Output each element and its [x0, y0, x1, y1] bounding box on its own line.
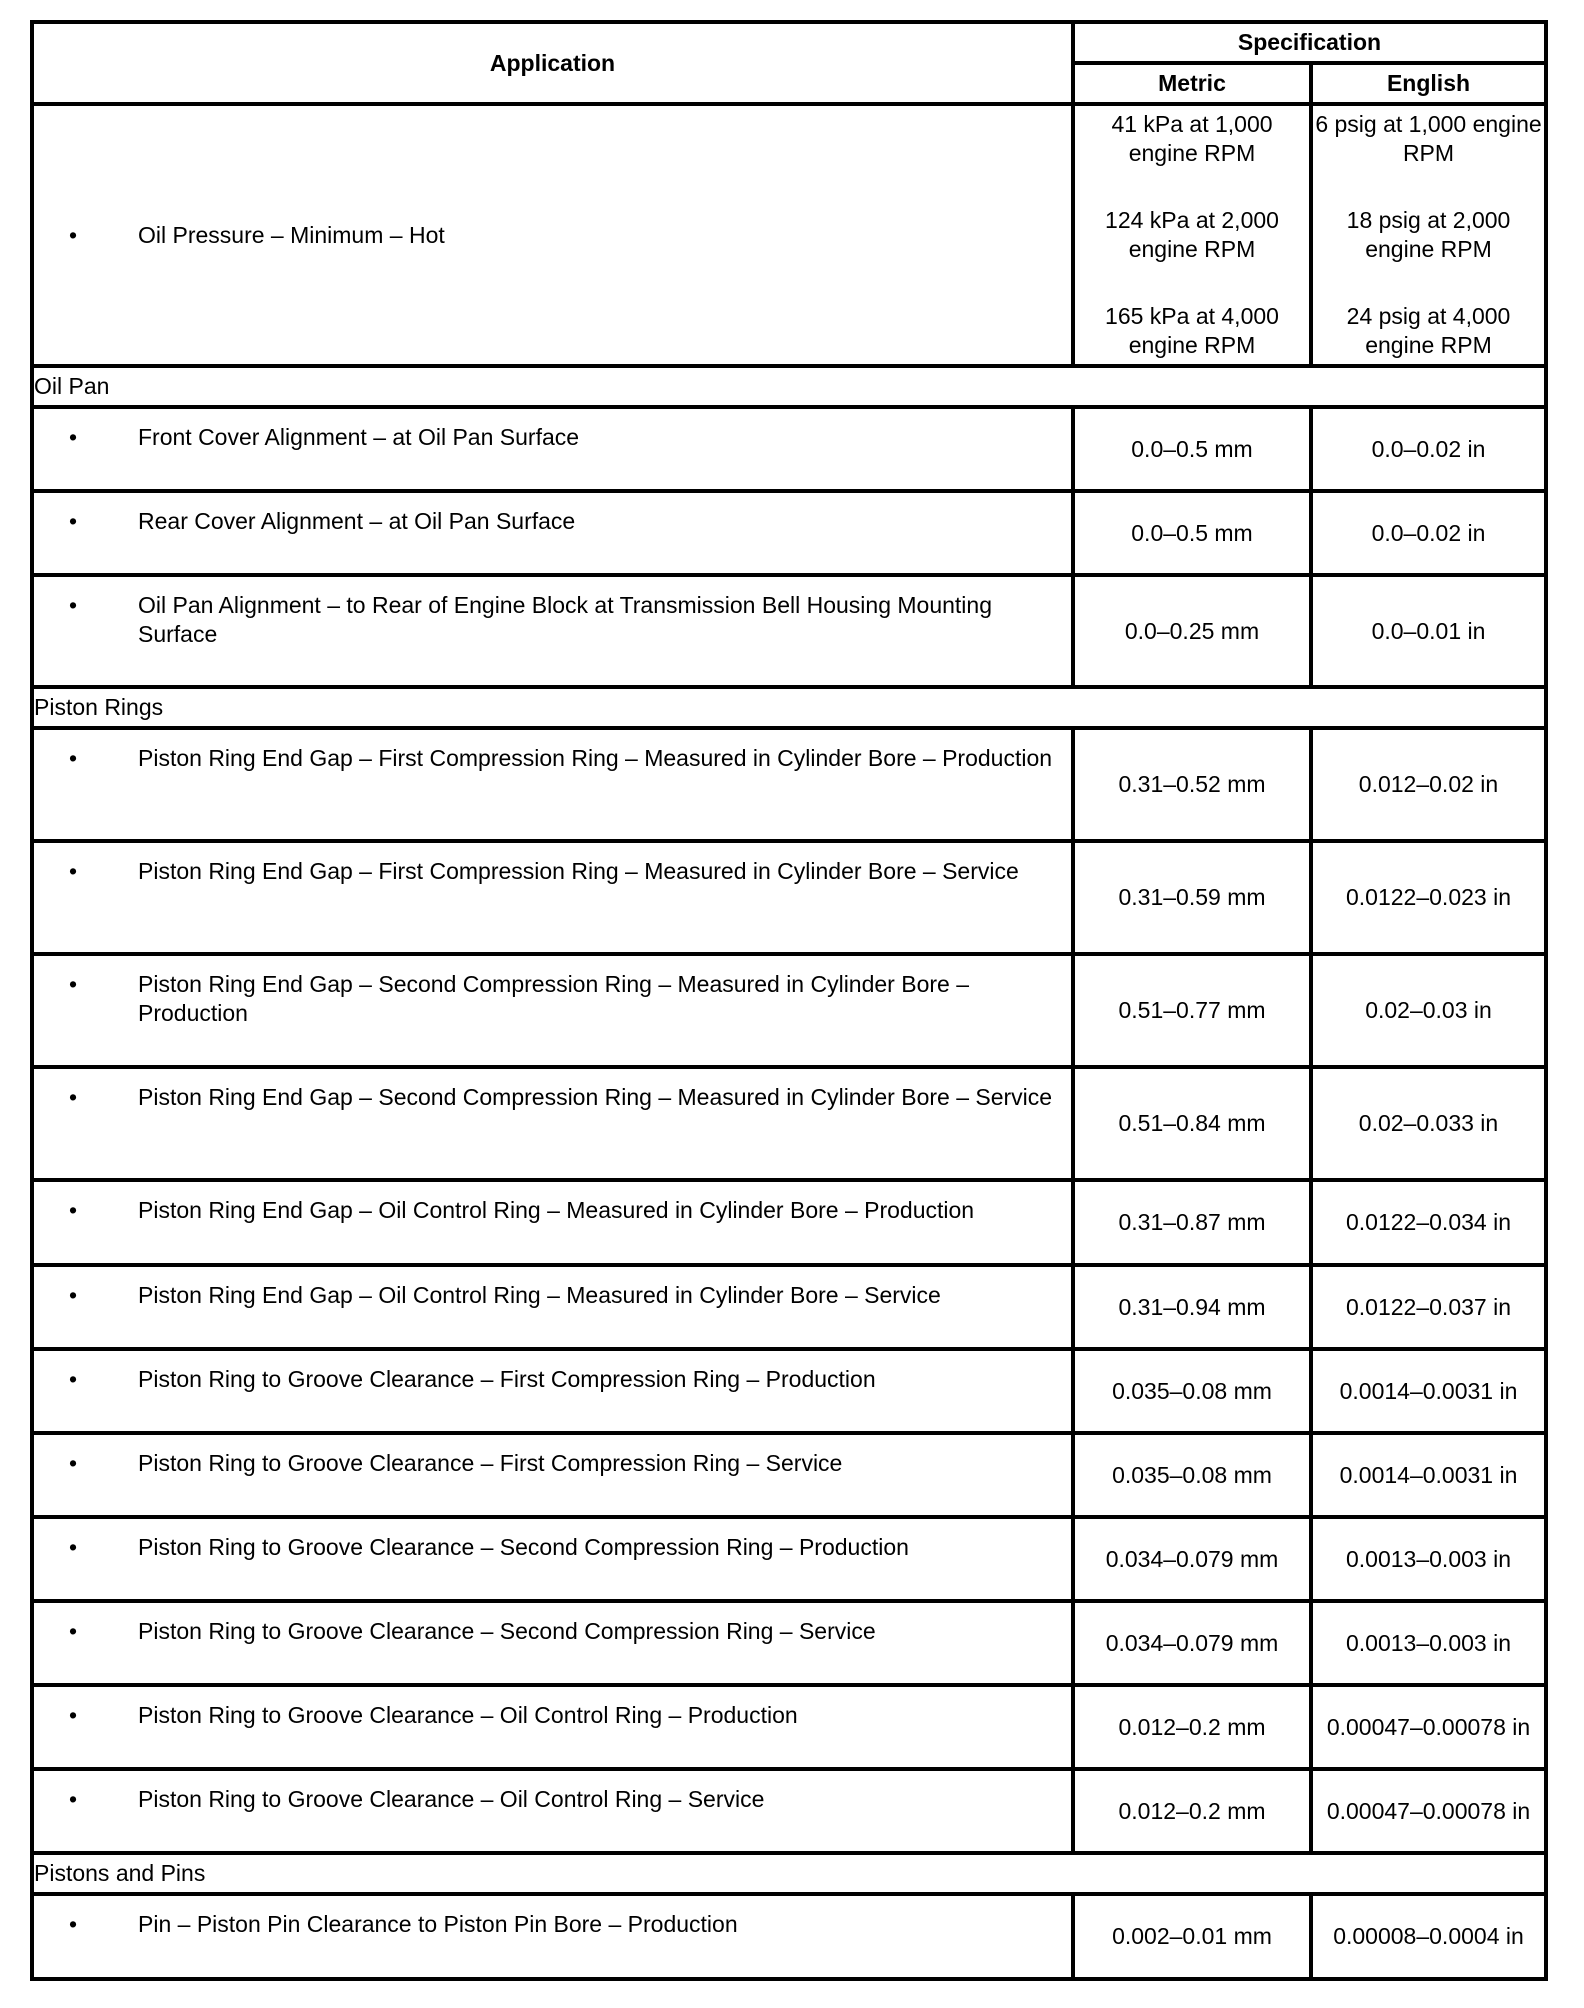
bullet: •	[68, 1786, 78, 1812]
english-value: 24 psig at 4,000 engine RPM	[1346, 303, 1511, 358]
row-label: Piston Ring End Gap – First Compression Ring – Measured in Cylinder Bore – Service	[138, 858, 1019, 884]
english-value: 0.0122–0.037 in	[1311, 1265, 1546, 1349]
english-value: 0.0–0.02 in	[1311, 491, 1546, 575]
row-label: Piston Ring to Groove Clearance – Oil Control Ring – Production	[138, 1702, 798, 1728]
application-cell	[32, 1517, 1073, 1601]
application-cell	[32, 407, 1073, 491]
application-cell	[32, 728, 1073, 841]
row-label: Piston Ring to Groove Clearance – Second Compression Ring – Service	[138, 1618, 876, 1644]
english-cell	[1311, 104, 1546, 366]
application-cell	[32, 575, 1073, 687]
english-value: 0.012–0.02 in	[1311, 728, 1546, 841]
bullet: •	[68, 1534, 78, 1560]
metric-value: 165 kPa at 4,000 engine RPM	[1105, 303, 1279, 358]
metric-value: 0.51–0.84 mm	[1073, 1067, 1311, 1180]
table-row	[32, 407, 1546, 491]
application-cell	[32, 1769, 1073, 1853]
row-label: Piston Ring to Groove Clearance – Second Compression Ring – Production	[138, 1534, 909, 1560]
table-row	[32, 1180, 1546, 1265]
bullet: •	[68, 1450, 78, 1476]
row-label: Piston Ring End Gap – Second Compression Ring – Measured in Cylinder Bore – Production	[138, 971, 969, 1026]
row-label: Piston Ring to Groove Clearance – Oil Control Ring – Service	[138, 1786, 765, 1812]
metric-value: 41 kPa at 1,000 engine RPM	[1111, 111, 1273, 166]
table-row	[32, 728, 1546, 841]
row-label: Piston Ring End Gap – Oil Control Ring – Measured in Cylinder Bore – Production	[138, 1197, 975, 1223]
table-row	[32, 1894, 1546, 1979]
english-value: 0.00047–0.00078 in	[1311, 1685, 1546, 1769]
section-row	[32, 687, 1546, 728]
metric-value: 0.034–0.079 mm	[1073, 1601, 1311, 1685]
application-cell	[32, 1349, 1073, 1433]
english-value: 0.02–0.03 in	[1311, 954, 1546, 1067]
table-row	[32, 575, 1546, 687]
metric-value: 0.012–0.2 mm	[1073, 1769, 1311, 1853]
table-row	[32, 841, 1546, 954]
header-english: English	[1311, 63, 1546, 104]
header-application: Application	[32, 22, 1073, 104]
english-value: 0.02–0.033 in	[1311, 1067, 1546, 1180]
application-cell	[32, 1685, 1073, 1769]
metric-value: 0.002–0.01 mm	[1073, 1894, 1311, 1979]
metric-cell	[1073, 104, 1311, 366]
table-row	[32, 1685, 1546, 1769]
table-row	[32, 491, 1546, 575]
section-title: Pistons and Pins	[32, 1853, 1546, 1894]
english-value: 0.0013–0.003 in	[1311, 1517, 1546, 1601]
bullet: •	[68, 1197, 78, 1223]
application-cell	[32, 1265, 1073, 1349]
bullet: •	[68, 592, 78, 618]
metric-value: 0.31–0.94 mm	[1073, 1265, 1311, 1349]
bullet: •	[68, 971, 78, 997]
application-cell	[32, 1180, 1073, 1265]
application-cell	[32, 104, 1073, 366]
metric-value: 0.012–0.2 mm	[1073, 1685, 1311, 1769]
english-value: 0.0–0.01 in	[1311, 575, 1546, 687]
bullet: •	[68, 221, 78, 248]
header-metric: Metric	[1073, 63, 1311, 104]
english-value: 0.0013–0.003 in	[1311, 1601, 1546, 1685]
application-cell	[32, 1067, 1073, 1180]
table-row	[32, 104, 1546, 366]
section-row	[32, 366, 1546, 407]
bullet: •	[68, 1702, 78, 1728]
english-value: 0.0014–0.0031 in	[1311, 1433, 1546, 1517]
bullet: •	[68, 424, 78, 450]
metric-value: 0.51–0.77 mm	[1073, 954, 1311, 1067]
section-title: Piston Rings	[32, 687, 1546, 728]
application-cell	[32, 841, 1073, 954]
row-label: Piston Ring End Gap – First Compression Ring – Measured in Cylinder Bore – Production	[138, 745, 1053, 771]
english-value: 0.00047–0.00078 in	[1311, 1769, 1546, 1853]
row-label: Piston Ring to Groove Clearance – First Compression Ring – Service	[138, 1450, 843, 1476]
metric-value: 0.035–0.08 mm	[1073, 1349, 1311, 1433]
metric-value: 0.31–0.87 mm	[1073, 1180, 1311, 1265]
table-row	[32, 1067, 1546, 1180]
metric-value: 0.0–0.5 mm	[1073, 491, 1311, 575]
application-cell	[32, 954, 1073, 1067]
row-label: Piston Ring End Gap – Oil Control Ring – Measured in Cylinder Bore – Service	[138, 1282, 941, 1308]
application-cell	[32, 1894, 1073, 1979]
row-label: Piston Ring to Groove Clearance – First Compression Ring – Production	[138, 1366, 876, 1392]
metric-value: 0.0–0.5 mm	[1073, 407, 1311, 491]
application-cell	[32, 1601, 1073, 1685]
metric-value: 0.31–0.52 mm	[1073, 728, 1311, 841]
section-title: Oil Pan	[32, 366, 1546, 407]
table-row	[32, 1433, 1546, 1517]
table-row	[32, 954, 1546, 1067]
table-row	[32, 1601, 1546, 1685]
metric-value: 0.31–0.59 mm	[1073, 841, 1311, 954]
bullet: •	[68, 858, 78, 884]
metric-value: 0.034–0.079 mm	[1073, 1517, 1311, 1601]
row-label: Pin – Piston Pin Clearance to Piston Pin Bore – Production	[138, 1911, 738, 1937]
english-value: 0.00008–0.0004 in	[1311, 1894, 1546, 1979]
bullet: •	[68, 1911, 78, 1937]
section-row	[32, 1853, 1546, 1894]
table-row	[32, 1349, 1546, 1433]
bullet: •	[68, 745, 78, 771]
specification-table	[30, 20, 1548, 1981]
english-value: 0.0122–0.034 in	[1311, 1180, 1546, 1265]
bullet: •	[68, 508, 78, 534]
bullet: •	[68, 1366, 78, 1392]
english-value: 0.0–0.02 in	[1311, 407, 1546, 491]
english-value: 0.0014–0.0031 in	[1311, 1349, 1546, 1433]
row-label: Piston Ring End Gap – Second Compression Ring – Measured in Cylinder Bore – Service	[138, 1084, 1053, 1110]
english-value: 18 psig at 2,000 engine RPM	[1346, 207, 1511, 262]
metric-value: 0.035–0.08 mm	[1073, 1433, 1311, 1517]
bullet: •	[68, 1084, 78, 1110]
application-cell	[32, 491, 1073, 575]
table-row	[32, 1265, 1546, 1349]
table-row	[32, 1517, 1546, 1601]
header-specification: Specification	[1073, 22, 1546, 63]
row-label: Oil Pressure – Minimum – Hot	[138, 221, 445, 248]
metric-value: 0.0–0.25 mm	[1073, 575, 1311, 687]
row-label: Oil Pan Alignment – to Rear of Engine Block at Transmission Bell Housing Mounting Surface	[138, 592, 992, 647]
english-value: 6 psig at 1,000 engine RPM	[1315, 111, 1542, 166]
row-label: Front Cover Alignment – at Oil Pan Surface	[138, 424, 580, 450]
bullet: •	[68, 1282, 78, 1308]
application-cell	[32, 1433, 1073, 1517]
table-row	[32, 1769, 1546, 1853]
metric-value: 124 kPa at 2,000 engine RPM	[1105, 207, 1279, 262]
row-label: Rear Cover Alignment – at Oil Pan Surface	[138, 508, 576, 534]
english-value: 0.0122–0.023 in	[1311, 841, 1546, 954]
bullet: •	[68, 1618, 78, 1644]
